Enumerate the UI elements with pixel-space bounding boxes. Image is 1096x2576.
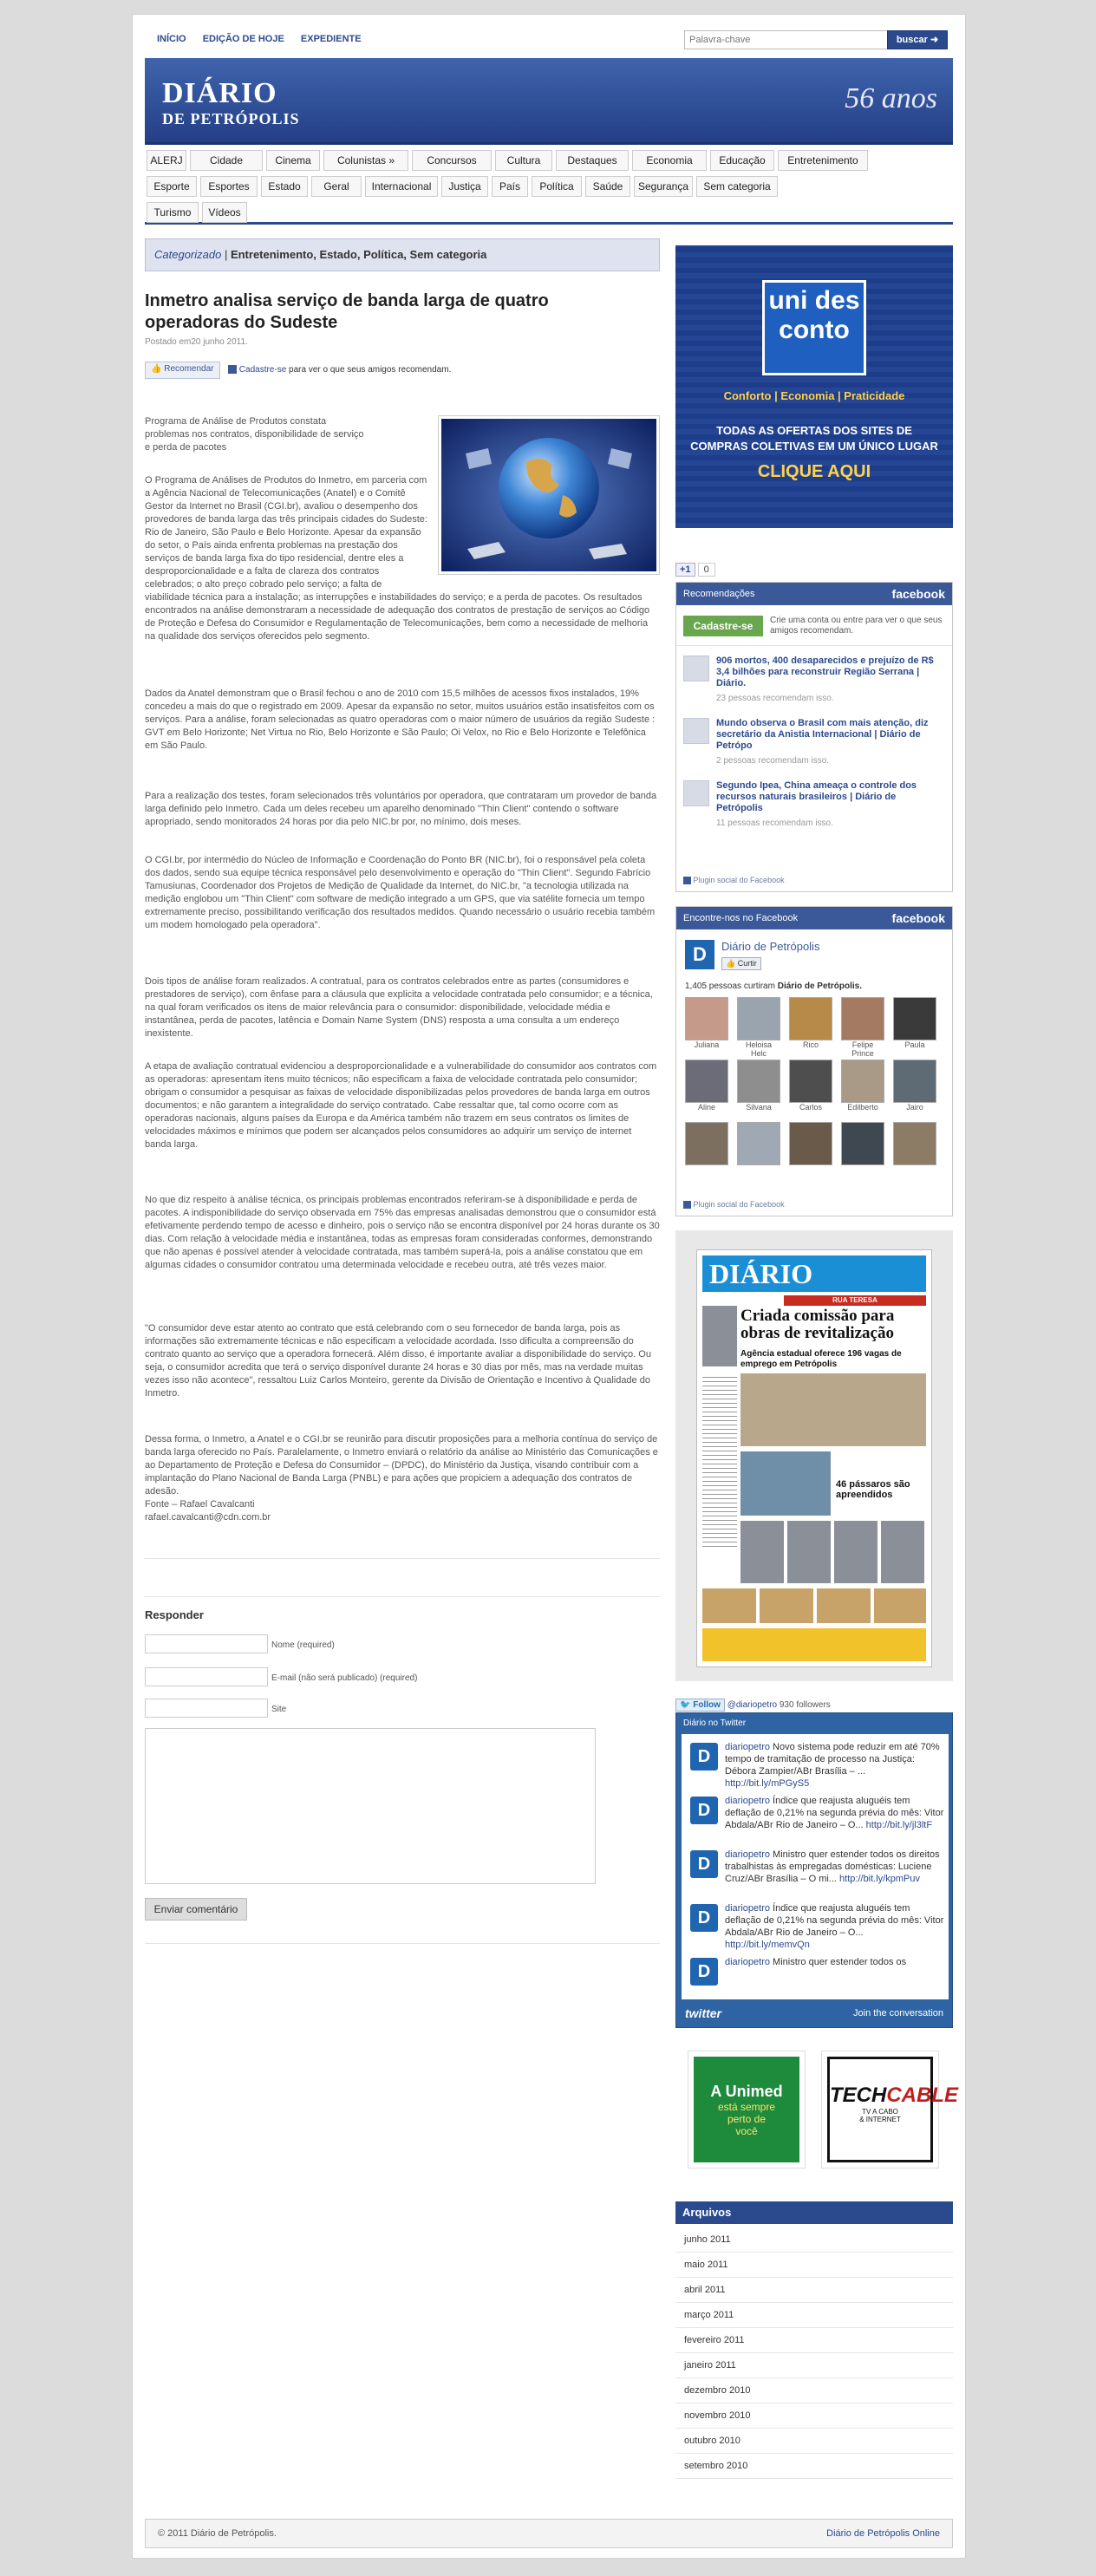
article-paragraph: Dessa forma, o Inmetro, a Anatel e o CGI.br se reunirão para discutir proposições para a melhoria contínua do serviço de banda larga oferecido no País. Paralelamente, o Inmetro enviará o relatório da análise ao Ministério das Comunicações e ao Departamento de Proteção e Defesa do Consumidor – (DPDC), do Ministério da Justiça, visando contribuir com a implantação do Plano Nacional de Banda Larga (PNBL) e para ações que propiciem a adequação dos contratos de adesão. Fonte – Rafael Cavalcanti rafael.cavalcanti@cdn.com.br: [145, 1434, 658, 1523]
menu-item[interactable]: Esportes: [200, 176, 258, 197]
ad-unimed[interactable]: [688, 2051, 806, 2168]
divider: [675, 2428, 953, 2429]
tweet-link[interactable]: http://bit.ly/memvQn: [725, 1940, 810, 1950]
fan-photo: [789, 997, 832, 1040]
cover-photo: [702, 1306, 737, 1366]
fan-photo: [893, 997, 936, 1040]
fan-name: Rico: [802, 1040, 819, 1049]
paragraph-text: O Programa de Análises de Produtos do Inmetro, em parceria com a Agência Nacional de Telecomunicações (Anatel) e o Comitê Gestor da Internet no Brasil (CGI.br), avaliou o desempenho dos provedores de banda larga das três principais cidades do Sudeste: Rio de Janeiro, São Paulo e Belo Horizonte. Apesar da expansão do setor, o País ainda enfrenta problemas na prestação dos serviços de banda larga fixa do tipo residencial, dentre eles a desproporcionalidade e a falta de clareza dos contratos celebrados; o alto preço cobrado pelo serviço; a falta de viabilidade técnica para a instalação; as interrupções e instabilidades do serviço; e a perda de pacotes. Os resultados encontrados na análise demonstraram a necessidade de adequação dos contratos de prestação de serviços ao Código de Proteção e Defesa do Consumidor e Regulamentação de Telecomunicações, bem como a necessidade de melhoria na qualidade dos serviços oferecidos pelo segmento.: [145, 475, 650, 642]
fan-photo: [893, 1122, 936, 1165]
nav-inicio[interactable]: INÍCIO: [157, 34, 186, 44]
search-input[interactable]: [684, 30, 892, 49]
twitter-widget-title: Diário no Twitter: [683, 1718, 747, 1728]
tweet-user[interactable]: diariopetro: [725, 1849, 770, 1860]
name-label: Nome (required): [271, 1640, 335, 1650]
plusone-button[interactable]: +1: [675, 563, 695, 577]
fan-photo: [685, 1122, 728, 1165]
divider: [675, 2302, 953, 2303]
fan-photo: [737, 1060, 780, 1103]
archive-link[interactable]: janeiro 2011: [684, 2360, 736, 2371]
rec-title[interactable]: Mundo observa o Brasil com mais atenção, diz secretário da Anistia Internacional | Diário de Petrópo: [716, 718, 929, 751]
ad-techcable[interactable]: [821, 2051, 959, 2168]
fan-avatar[interactable]: [789, 1060, 832, 1112]
divider: [675, 2352, 953, 2353]
menu-item[interactable]: Colunistas »: [323, 150, 408, 171]
rec-thumb[interactable]: [683, 780, 709, 806]
article-paragraph: "O consumidor deve estar atento ao contrato que está celebrando com o seu fornecedor de banda larga, pois as informações são extremamente técnicas e não especificam a velocidade acordada. Isso dificulta a compreensão do contrato quanto ao serviço que a operadora fornecerá. Além disso, é importante avaliar a disponibilidade do serviço. Ou seja, o consumidor acredita que terá o serviço disponível durante 24 horas e 30 dias por mês, mas na verdade muitas vezes isso não acontece", ressaltou Luiz Carlos Monteiro, gerente da Divisão de Orientação e Incentivo à Qualidade do Inmetro.: [145, 1323, 651, 1399]
join-conversation-link[interactable]: Join the conversation: [853, 2008, 943, 2018]
tweet-user[interactable]: diariopetro: [725, 1796, 770, 1806]
cover-column: [702, 1373, 737, 1547]
tweet-avatar[interactable]: D: [690, 1958, 718, 1986]
fan-avatar[interactable]: [685, 1122, 728, 1165]
respond-heading: Responder: [145, 1608, 204, 1621]
cover-masthead: DIÁRIO: [702, 1255, 926, 1292]
tweet-avatar[interactable]: D: [690, 1797, 718, 1824]
nav-edicao-de-hoje[interactable]: EDIÇÃO DE HOJE: [202, 34, 284, 44]
signup-link[interactable]: Cadastre-se: [238, 365, 287, 375]
search-button[interactable]: buscar ➜: [887, 30, 948, 49]
tweet: [690, 1741, 947, 1791]
fan-name: Jairo: [906, 1103, 923, 1112]
archive-link[interactable]: fevereiro 2011: [684, 2335, 745, 2345]
facebook-icon: [683, 1201, 691, 1209]
divider: [676, 645, 952, 646]
article-paragraph: A etapa de avaliação contratual evidenciou a desproporcionalidade e a vulnerabilidade do consumidor aos contratos com as operadoras: apresentam itens muito técnicos; não especificam a faixa de velocidade contratada pelo consumidor; obrigam o consumidor a pesquisar as faixas de velocidade disponibilizadas pelos provedores de banda larga em outros documentos; e não garantem a integralidade do serviço contratado. Cabe ressaltar que, tal como ocorre com as operadoras nacionais, alguns países da Europa e da América também não trazem em seus contratos os limites de velocidades máximos e mínimos que podem ser alcançados pelos consumidores ao adquirir um serviço de internet banda larga.: [145, 1061, 657, 1150]
tweet-body: Ministro quer estender todos os direitos trabalhistas às empregadas domésticas: Luciene Cruz/ABr Brasília – O mi...: [725, 1849, 940, 1884]
tweet: [690, 1956, 947, 1999]
recommend-button[interactable]: 👍 Recomendar: [145, 362, 220, 379]
tweet-avatar[interactable]: D: [690, 1743, 718, 1771]
menu-item[interactable]: Vídeos: [202, 202, 247, 223]
cover-photo-strip: [740, 1521, 926, 1583]
twitter-follow[interactable]: [675, 1699, 831, 1712]
tweet-text: [725, 1902, 947, 1951]
ad-unimed-art: A Unimed está sempre perto de você: [694, 2057, 799, 2162]
divider: [675, 2453, 953, 2454]
recommend-text: Cadastre-se para ver o que seus amigos recomendam.: [228, 365, 451, 375]
fb-plugin-label: Plugin social do Facebook: [683, 1200, 785, 1209]
rec-count: 23 pessoas recomendam isso.: [716, 694, 834, 703]
cover-photo-2: [740, 1373, 926, 1446]
rec-thumb[interactable]: [683, 718, 709, 744]
rec-count: 11 pessoas recomendam isso.: [716, 818, 833, 828]
fan-avatar[interactable]: [841, 1122, 884, 1165]
logo-title[interactable]: DIÁRIO: [162, 77, 277, 109]
like-button[interactable]: 👍 Curtir: [721, 957, 761, 970]
image-spacer: [429, 474, 660, 582]
site-footer: [145, 2519, 953, 2548]
tweet-user[interactable]: diariopetro: [725, 1903, 770, 1914]
follow-button[interactable]: 🐦 Follow: [675, 1699, 725, 1712]
submit-comment-button[interactable]: Enviar comentário: [145, 1898, 247, 1921]
archive-link[interactable]: dezembro 2010: [684, 2385, 751, 2396]
tweet-text: [725, 1741, 947, 1790]
divider: [675, 2277, 953, 2278]
menu-item[interactable]: Estado: [261, 176, 308, 197]
menu-item[interactable]: Concursos: [412, 150, 492, 171]
ad-techcable-art: TECHCABLE TV A CABO & INTERNET: [827, 2057, 933, 2162]
plusone-count: 0: [698, 563, 715, 577]
likebox-header: Encontre-nos no Facebook facebook: [676, 907, 952, 929]
menu-item[interactable]: Internacional: [365, 176, 438, 197]
site-header[interactable]: [145, 58, 953, 145]
tweet-text: [725, 1849, 947, 1885]
archive-link[interactable]: outubro 2010: [684, 2436, 740, 2446]
divider: [145, 1943, 660, 1944]
article-paragraph: [145, 474, 660, 643]
fb-recommendations: [675, 582, 953, 892]
divider: [675, 2327, 953, 2328]
fan-name: Heloisa Helc: [745, 1040, 772, 1058]
fan-avatar[interactable]: [841, 1060, 884, 1112]
divider: [145, 1596, 660, 1597]
fan-avatar[interactable]: [789, 997, 832, 1049]
menu-item[interactable]: País: [492, 176, 528, 197]
menu-item[interactable]: Turismo: [147, 202, 199, 223]
tweet-avatar[interactable]: D: [690, 1904, 718, 1932]
menu-item[interactable]: Economia: [632, 150, 707, 171]
divider: [145, 1558, 660, 1559]
menu-item[interactable]: Cidade: [190, 150, 263, 171]
footer-link[interactable]: Diário de Petrópolis Online: [826, 2528, 940, 2539]
menu-item[interactable]: Segurança: [634, 176, 693, 197]
article-paragraph: Programa de Análise de Produtos constata problemas nos contratos, disponibilidade de serviço e perda de pacotes: [145, 416, 364, 453]
twitter-logo: twitter: [685, 2006, 721, 2020]
tweet-body: Índice que reajusta aluguéis tem deflação de 0,21% na segunda prévia do mês: Vitor Abdala/ABr Rio de Janeiro – O...: [725, 1903, 944, 1938]
site-field[interactable]: [145, 1699, 268, 1718]
menu-item[interactable]: Destaques: [556, 150, 629, 171]
menu-item[interactable]: Entretenimento: [778, 150, 868, 171]
post-date: Postado em20 junho 2011.: [145, 337, 248, 347]
fan-avatar[interactable]: [737, 1060, 780, 1112]
post-categories: Categorizado | Entretenimento, Estado, Política, Sem categoria: [145, 238, 660, 271]
cover-page: [696, 1249, 932, 1667]
fan-avatar[interactable]: [789, 1122, 832, 1165]
archive-link[interactable]: maio 2011: [684, 2260, 728, 2270]
ad-line1: TODAS AS OFERTAS DOS SITES DE: [716, 424, 912, 437]
fb-plugin-label: Plugin social do Facebook: [683, 876, 785, 884]
signup-button[interactable]: Cadastre-se: [683, 616, 763, 636]
fan-name: Edilberto: [847, 1103, 878, 1112]
signup-text: Crie uma conta ou entre para ver o que seus amigos recomendam.: [770, 616, 943, 636]
fan-avatar[interactable]: [737, 997, 780, 1058]
tweet-list: [682, 1734, 949, 1999]
rec-title[interactable]: Segundo Ipea, China ameaça o controle dos recursos naturais brasileiros | Diário de Petrópolis: [716, 780, 917, 813]
fb-likebox: [675, 906, 953, 1216]
like-count: 1,405 pessoas curtiram Diário de Petrópolis.: [685, 981, 862, 991]
archive-link[interactable]: junho 2011: [684, 2234, 731, 2245]
cover-photo-strip-2: [702, 1588, 926, 1623]
menu-item[interactable]: Educação: [710, 150, 774, 171]
fan-name: Paula: [904, 1040, 925, 1049]
fan-name: Carlos: [799, 1103, 822, 1112]
ad-unidesconto[interactable]: [675, 245, 953, 528]
tweet-body: Ministro quer estender todos os: [773, 1957, 907, 1967]
fan-avatar[interactable]: [685, 1060, 728, 1112]
tweet-user[interactable]: diariopetro: [725, 1742, 770, 1752]
menu-item[interactable]: Cultura: [495, 150, 552, 171]
menu-item[interactable]: Justiça: [441, 176, 488, 197]
divider: [675, 2377, 953, 2378]
fan-photo: [737, 997, 780, 1040]
post-title: Inmetro analisa serviço de banda larga de quatro operadoras do Sudeste: [145, 291, 549, 332]
menu-item[interactable]: Sem categoria: [696, 176, 778, 197]
fan-avatar[interactable]: [893, 997, 936, 1049]
ad-line2: COMPRAS COLETIVAS EM UM ÚNICO LUGAR: [690, 440, 938, 453]
menu-item[interactable]: Esporte: [147, 176, 197, 197]
fan-name: Felipe Prince: [851, 1040, 874, 1058]
tweet-user[interactable]: diariopetro: [725, 1957, 770, 1967]
fan-avatar[interactable]: [841, 997, 884, 1058]
fan-name: Aline: [697, 1103, 715, 1112]
tweet-text: [725, 1795, 947, 1831]
rec-thumb[interactable]: [683, 655, 709, 681]
ad-cta: CLIQUE AQUI: [757, 462, 871, 481]
anniversary-badge: 56 anos: [845, 82, 937, 114]
cover-headline: Criada comissão para obras de revitalização: [740, 1307, 895, 1342]
fan-avatar[interactable]: [737, 1122, 780, 1165]
cover-subhead-2: 46 pássaros são apreendidos: [836, 1479, 910, 1500]
recs-header: Recomendações facebook: [676, 583, 952, 605]
fan-photo: [737, 1122, 780, 1165]
menu-item[interactable]: ALERJ: [147, 150, 186, 171]
twitter-handle[interactable]: @diariopetro: [727, 1700, 778, 1710]
plusone-widget[interactable]: [675, 563, 715, 577]
fan-avatar[interactable]: [893, 1060, 936, 1112]
fan-photo: [841, 997, 884, 1040]
newspaper-cover[interactable]: [675, 1230, 953, 1681]
cover-section: RUA TERESA: [784, 1295, 926, 1306]
category-menu: [145, 147, 953, 225]
tweet-body: Índice que reajusta aluguéis tem deflação de 0,21% na segunda prévia do mês: Vitor Abdala/ABr Rio de Janeiro – O...: [725, 1796, 944, 1830]
divider: [675, 2252, 953, 2253]
tweet-link[interactable]: http://bit.ly/mPGyS5: [725, 1778, 810, 1789]
fan-photo: [841, 1060, 884, 1103]
menu-item[interactable]: Geral: [311, 176, 362, 197]
rec-count: 2 pessoas recomendam isso.: [716, 756, 830, 766]
divider: [675, 2478, 953, 2479]
tweet: [690, 1849, 947, 1899]
fan-photo: [789, 1060, 832, 1103]
site-label: Site: [271, 1705, 287, 1714]
facebook-icon: [683, 877, 691, 884]
tweet-body: Novo sistema pode reduzir em até 70% tempo de tramitação de processo na Justiça: Débora Zampier/ABr Brasília – ...: [725, 1742, 940, 1777]
menu-item[interactable]: Política: [532, 176, 582, 197]
logo-subtitle[interactable]: DE PETRÓPOLIS: [162, 110, 300, 127]
email-field[interactable]: [145, 1667, 268, 1686]
fan-name: Silvana: [746, 1103, 772, 1112]
page-wrapper: [132, 14, 966, 2559]
cover-ad: [702, 1628, 926, 1661]
name-field[interactable]: [145, 1634, 268, 1653]
email-label: E-mail (não será publicado) (required): [271, 1673, 418, 1683]
rec-title[interactable]: 906 mortos, 400 desaparecidos e prejuízo de R$ 3,4 bilhões para reconstruir Região Serrana | Diário.: [716, 655, 934, 688]
page-name[interactable]: Diário de Petrópolis: [721, 940, 820, 953]
comment-textarea[interactable]: [145, 1728, 596, 1884]
ad-tagline: Conforto | Economia | Praticidade: [723, 389, 905, 402]
tweet-avatar[interactable]: D: [690, 1850, 718, 1878]
twitter-widget: [675, 1712, 953, 2028]
fan-photo: [789, 1122, 832, 1165]
archives-heading: Arquivos: [675, 2201, 953, 2224]
tweet-link[interactable]: http://bit.ly/kpmPuv: [839, 1874, 920, 1884]
twitter-followers: 930 followers: [779, 1700, 831, 1710]
cover-photo-3: [740, 1451, 831, 1516]
fan-photo: [685, 997, 728, 1040]
tweet: [690, 1795, 947, 1845]
fan-photo: [893, 1060, 936, 1103]
article-paragraph: O CGI.br, por intermédio do Núcleo de Informação e Coordenação do Ponto BR (NIC.br), foi o responsável pela coleta dos dados, sendo sua equipe técnica responsável pelo desenvolvimento e operação do "Thin Client". Segundo Fabrício Tamusiunas, Coordenador dos Projetos de Medição de Qualidade da Internet, do NIC.br, "a tecnologia utilizada na medição englobou um "Thin Client" com software de medição integrado a um GPS, que via satélite fornecia um tempo extremamente preciso, possibilitando verificação dos resultados medidos. Quando necessário o usuário recebia também um modem homologado pela operadora".: [145, 855, 656, 930]
article-paragraph: Dados da Anatel demonstram que o Brasil fechou o ano de 2010 com 15,5 milhões de acessos fixos instalados, 19% concedeu a mais do que o registrado em 2009. Apesar da expansão no setor, muitos usuários estão insatisfeitos com os serviços. Para a análise, foram selecionadas as quatro operadoras com o maior número de usuários da região Sudeste : GVT em Belo Horizonte; Net Virtua no Rio, Belo Horizonte e São Paulo; Oi Velox, no Rio e Belo Horizonte e Telefônica em São Paulo.: [145, 688, 656, 751]
facebook-icon: [228, 365, 237, 374]
fan-avatar[interactable]: [893, 1122, 936, 1165]
top-nav: [157, 34, 375, 44]
article-paragraph: Dois tipos de análise foram realizados. A contratual, para os contratos celebrados entre as partes (consumidores e prestadores de serviço), com ênfase para a cláusula que explicita a velocidade contratada pelo consumidor; e a técnica, na qual foram verificados os itens de maior relevância para o consumidor: disponibilidade, velocidade média e instantânea, perda de pacotes, latência e Domain Name System (DNS) resposta a uma consulta a um endereço inexistente.: [145, 976, 653, 1039]
fan-name: Juliana: [694, 1040, 720, 1049]
archive-link[interactable]: março 2011: [684, 2310, 734, 2320]
nav-expediente[interactable]: EXPEDIENTE: [300, 34, 362, 44]
ad-logo: uni des conto: [762, 280, 866, 375]
archive-link[interactable]: setembro 2010: [684, 2461, 748, 2471]
page-avatar[interactable]: D: [685, 940, 714, 969]
fan-avatar[interactable]: [685, 997, 728, 1049]
copyright: © 2011 Diário de Petrópolis.: [158, 2528, 277, 2539]
archive-link[interactable]: abril 2011: [684, 2285, 726, 2295]
tweet-text: [725, 1956, 947, 1968]
fan-photo: [841, 1122, 884, 1165]
menu-item[interactable]: Cinema: [266, 150, 320, 171]
archive-link[interactable]: novembro 2010: [684, 2410, 751, 2421]
tweet-link[interactable]: http://bit.ly/jl3ltF: [865, 1820, 933, 1830]
article-paragraph: No que diz respeito à análise técnica, os principais problemas encontrados referiram-se à disponibilidade e perda de pacotes. A indisponibilidade do serviço observada em 75% das empresas analisadas demonstrou que o consumidor está efetivamente perdendo tempo de acesso e dinheiro, pois o serviço não se encontra disponível por 24 horas durante os 30 dias. Com relação à velocidade média e instantânea, todas as empresas foram consideradas conformes, demonstrando que não apenas é possível atender à velocidade contratada, mas também superá-la, pois a análise constatou que em algumas cidades o consumidor contratou uma determinada velocidade e recebeu outra, até três vezes maior.: [145, 1195, 660, 1270]
article-paragraph: Para a realização dos testes, foram selecionados três voluntários por operadora, que contrataram um provedor de banda larga definido pelo Inmetro. Cada um deles recebeu um aparelho denominado "Thin Client" contendo o software apropriado, sendo monitorados 24 horas por dia pelo NIC.br por, no mínimo, dois meses.: [145, 791, 657, 827]
cover-subhead: Agência estadual oferece 196 vagas de emprego em Petrópolis: [740, 1349, 902, 1369]
facebook-logo: facebook: [891, 587, 945, 601]
fan-photo: [685, 1060, 728, 1103]
tweet: [690, 1902, 947, 1953]
menu-item[interactable]: Saúde: [585, 176, 630, 197]
facebook-logo: facebook: [891, 911, 945, 925]
